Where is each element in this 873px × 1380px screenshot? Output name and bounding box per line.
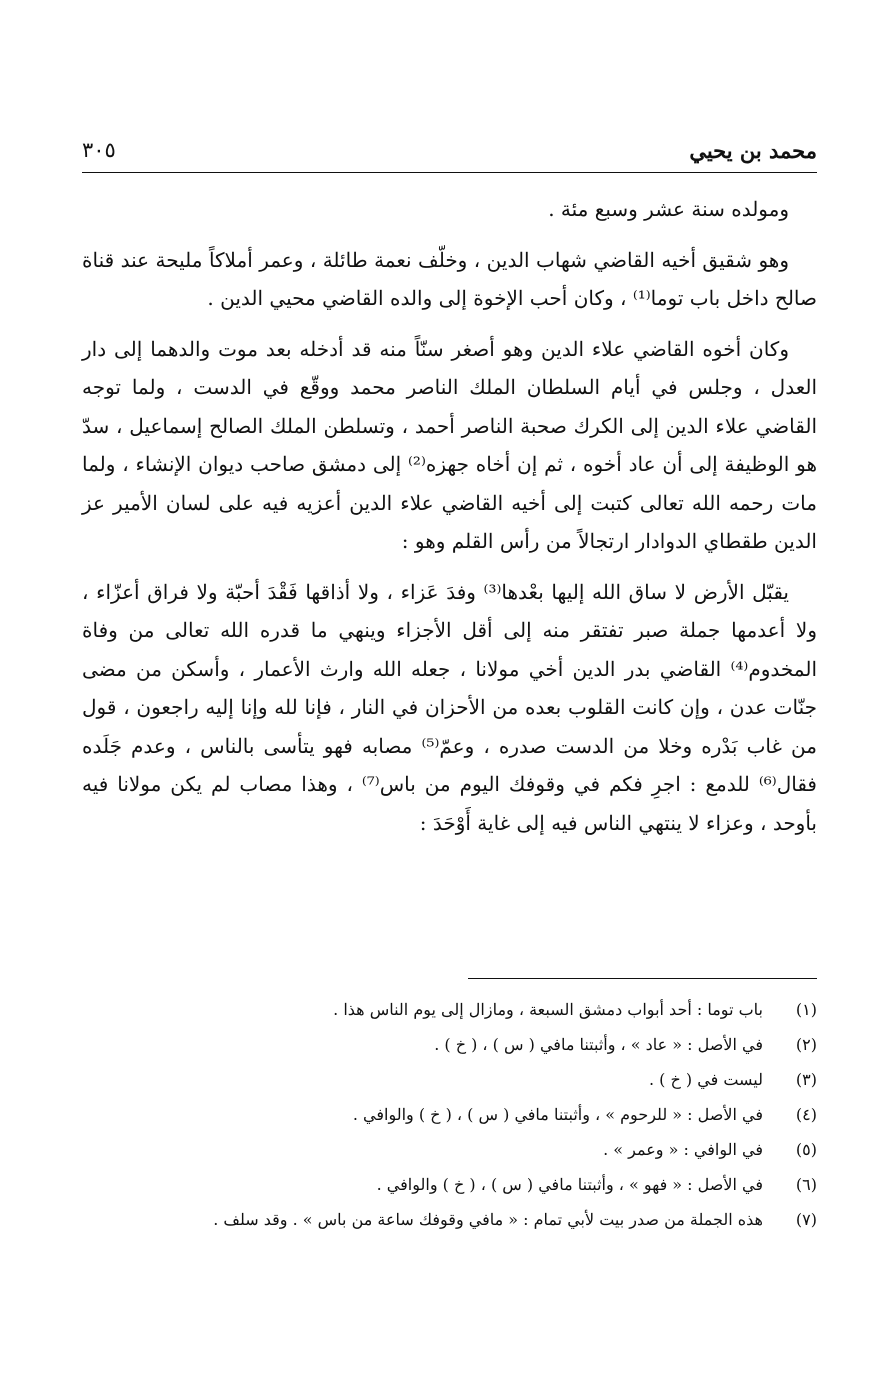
footnote [82, 1167, 817, 1202]
footnote-text: في الوافي : « وعمر » . [603, 1140, 763, 1159]
paragraph: ومولده سنة عشر وسبع مئة . [548, 197, 789, 221]
paragraph: يقبّل الأرض لا ساق الله إليها بعْدها⁽³⁾ وفدَ عَزاء ، ولا أذاقها فَقْدَ أحبّة ولا فراق أعزّاء ، ولا أعدمها جملة صبر تفتقر منه إلى أقل الأجزاء وينهي ما قدره الله تعالى من وفاة المخدوم⁽⁴⁾ القاضي بدر الدين أخي مولانا ، جعله الله وارث الأعمار ، وأسكن من مضى جنّات عدن ، وإن كانت القلوب بعده من الأحزان في النار ، فإنا لله وإنا إليه راجعون ، قول من غاب بَدْره وخلا من الدست صدره ، وعمّ⁽⁵⁾ مصابه فهو يتأسى بالناس ، وعدم جَلَده فقال⁽⁶⁾ للدمع : اجرِ فكم في وقوفك اليوم من باس⁽⁷⁾ ، وهذا مصاب لم يكن مولانا فيه بأوحد ، وعزاء لا ينتهي الناس فيه إلى غاية أَوْحَدَ : [82, 579, 817, 835]
footnote-text: هذه الجملة من صدر بيت لأبي تمام : « مافي وقوفك ساعة من باس » . وقد سلف . [213, 1210, 763, 1229]
footnote-number: (٣) [795, 1070, 817, 1089]
footnote-text: ليست في ( خ ) . [649, 1070, 763, 1089]
footnote-rule [468, 978, 817, 979]
page-number: ٣٠٥ [82, 138, 116, 162]
footnote [82, 1027, 817, 1062]
body-text [82, 190, 817, 854]
running-title: محمد بن يحيي [689, 137, 817, 163]
footnote [82, 1202, 817, 1237]
footnote-number: (٦) [795, 1175, 817, 1194]
footnotes [82, 992, 817, 1237]
footnote-text: في الأصل : « فهو » ، وأثبتنا مافي ( س ) ، ( خ ) والوافي . [376, 1175, 763, 1194]
footnote-text: في الأصل : « عاد » ، وأثبتنا مافي ( س ) ، ( خ ) . [434, 1035, 763, 1054]
footnote-number: (٤) [795, 1105, 817, 1124]
footnote-text: في الأصل : « للرحوم » ، وأثبتنا مافي ( س ) ، ( خ ) والوافي . [352, 1105, 763, 1124]
footnote [82, 992, 817, 1027]
footnote [82, 1132, 817, 1167]
page-header [82, 134, 817, 166]
header-rule [82, 172, 817, 173]
footnote-number: (٥) [795, 1140, 817, 1159]
paragraph: وكان أخوه القاضي علاء الدين وهو أصغر سنّاً منه قد أدخله بعد موت والدهما إلى دار العدل ، وجلس في أيام السلطان الملك الناصر محمد ووقّع في الدست ، ولما توجه القاضي علاء الدين إلى الكرك صحبة الناصر أحمد ، وتسلطن الملك الصالح إسماعيل ، سدّ هو الوظيفة إلى أن عاد أخوه ، ثم إن أخاه جهزه⁽²⁾ إلى دمشق صاحب ديوان الإنشاء ، ولما مات رحمه الله تعالى كتبت إلى أخيه القاضي علاء الدين أعزيه فيه على لسان الأمير عز الدين طقطاي الدوادار ارتجالاً من رأس القلم وهو : [82, 336, 817, 553]
footnote-number: (٢) [795, 1035, 817, 1054]
footnote-text: باب توما : أحد أبواب دمشق السبعة ، ومازال إلى يوم الناس هذا . [333, 1000, 763, 1019]
paragraph: وهو شقيق أخيه القاضي شهاب الدين ، وخلّف نعمة طائلة ، وعمر أملاكاً مليحة عند قناة صالح داخل باب توما⁽¹⁾ ، وكان أحب الإخوة إلى والده القاضي محيي الدين . [82, 247, 817, 310]
footnote-number: (٧) [795, 1210, 817, 1229]
footnote-number: (١) [795, 1000, 817, 1019]
footnote [82, 1062, 817, 1097]
footnote [82, 1097, 817, 1132]
